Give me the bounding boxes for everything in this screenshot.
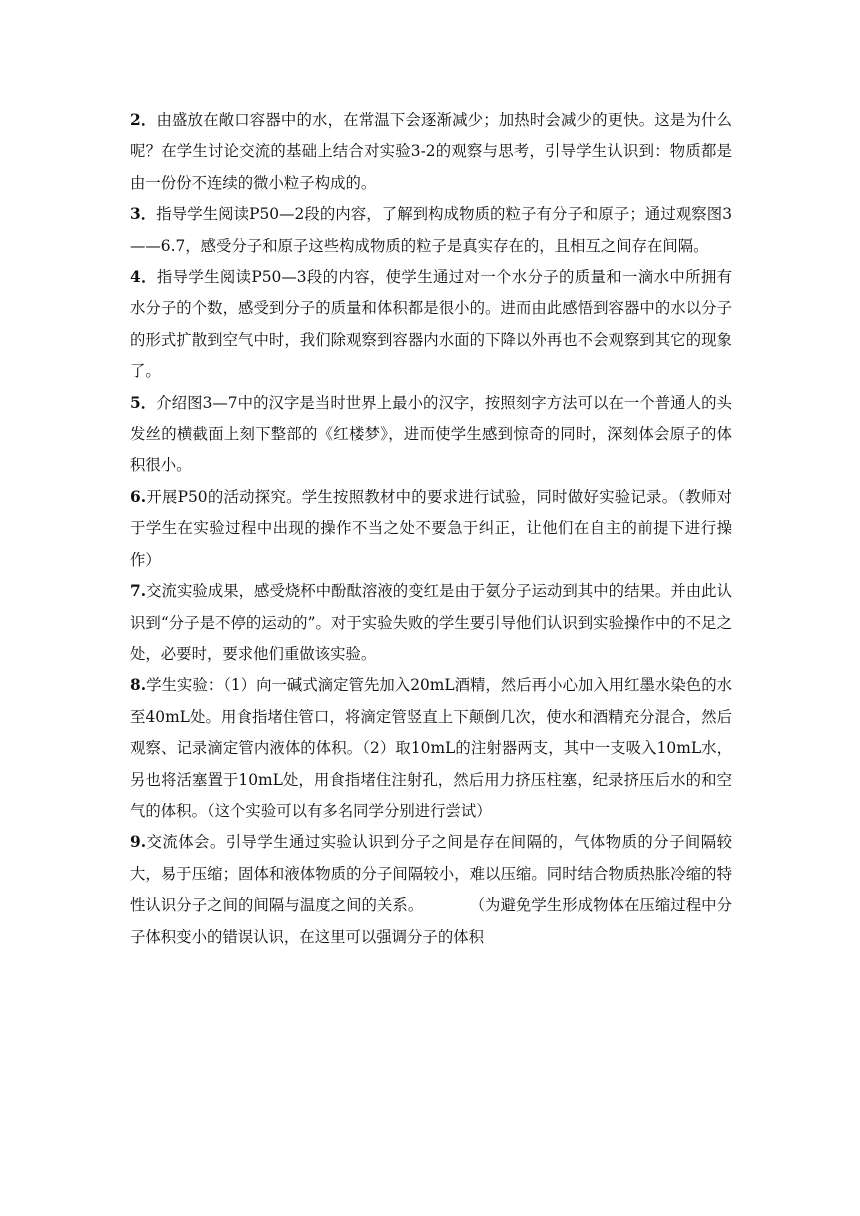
paragraph-text: 开展P50的活动探究。学生按照教材中的要求进行试验，同时做好实验记录。（教师对于学生在实验过程中出现的操作不当之处不要急于纠正，让他们在自主的前提下进行操作） — [130, 487, 732, 569]
paragraph-number: 8. — [130, 676, 147, 695]
paragraph-3 — [130, 199, 732, 262]
document-page — [130, 105, 732, 953]
paragraph-5 — [130, 388, 732, 482]
paragraph-text: 介绍图3—7中的汉字是当时世界上最小的汉字，按照刻字方法可以在一个普通人的头发丝的横截面上刻下整部的《红楼梦》，进而使学生感到惊奇的同时，深刻体会原子的体积很小。 — [130, 393, 732, 475]
paragraph-text: 指导学生阅读P50—2段的内容，了解到构成物质的粒子有分子和原子；通过观察图3——6.7，感受分子和原子这些构成物质的粒子是真实存在的，且相互之间存在间隔。 — [130, 205, 732, 255]
paragraph-text: 交流体会。引导学生通过实验认识到分子之间是存在间隔的，气体物质的分子间隔较大，易于压缩；固体和液体物质的分子间隔较小，难以压缩。同时结合物质热胀冷缩的特性认识分子之间的间隔与温度之间的关系。 （为避免学生形成物体在压缩过程中分子体积变小的错误认识，在这里可以强调分子的体积 — [130, 833, 732, 946]
paragraph-4 — [130, 262, 732, 388]
paragraph-8 — [130, 670, 732, 827]
paragraph-text: 由盛放在敞口容器中的水，在常温下会逐渐减少；加热时会减少的更快。这是为什么呢？在学生讨论交流的基础上结合对实验3-2的观察与思考，引导学生认识到：物质都是由一份份不连续的微小粒子构成的。 — [130, 111, 732, 192]
paragraph-text: 交流实验成果，感受烧杯中酚酞溶液的变红是由于氨分子运动到其中的结果。并由此认识到“分子是不停的运动的”。对于实验失败的学生要引导他们认识到实验操作中的不足之处，必要时，要求他们重做该实验。 — [130, 582, 732, 663]
paragraph-text: 指导学生阅读P50—3段的内容，使学生通过对一个水分子的质量和一滴水中所拥有水分子的个数，感受到分子的质量和体积都是很小的。进而由此感悟到容器中的水以分子的形式扩散到空气中时，我们除观察到容器内水面的下降以外再也不会观察到其它的现象了。 — [130, 268, 732, 381]
paragraph-number: 6. — [130, 487, 147, 506]
paragraph-9 — [130, 827, 732, 953]
paragraph-number: 3． — [130, 205, 157, 224]
paragraph-6 — [130, 482, 732, 576]
paragraph-number: 7. — [130, 582, 147, 601]
paragraph-2 — [130, 105, 732, 199]
paragraph-number: 2． — [130, 111, 157, 129]
paragraph-text: 学生实验：（1）向一碱式滴定管先加入20mL酒精，然后再小心加入用红墨水染色的水至40mL处。用食指堵住管口，将滴定管竖直上下颠倒几次，使水和酒精充分混合，然后观察、记录滴定管内液体的体积。（2）取10mL的注射器两支，其中一支吸入10mL水，另也将活塞置于10mL处，用食指堵住注射孔，然后用力挤压柱塞，纪录挤压后水的和空气的体积。（这个实验可以有多名同学分别进行尝试） — [130, 676, 732, 820]
paragraph-number: 4． — [130, 268, 157, 287]
paragraph-number: 9. — [130, 833, 147, 852]
paragraph-number: 5． — [130, 393, 157, 412]
paragraph-7 — [130, 576, 732, 670]
